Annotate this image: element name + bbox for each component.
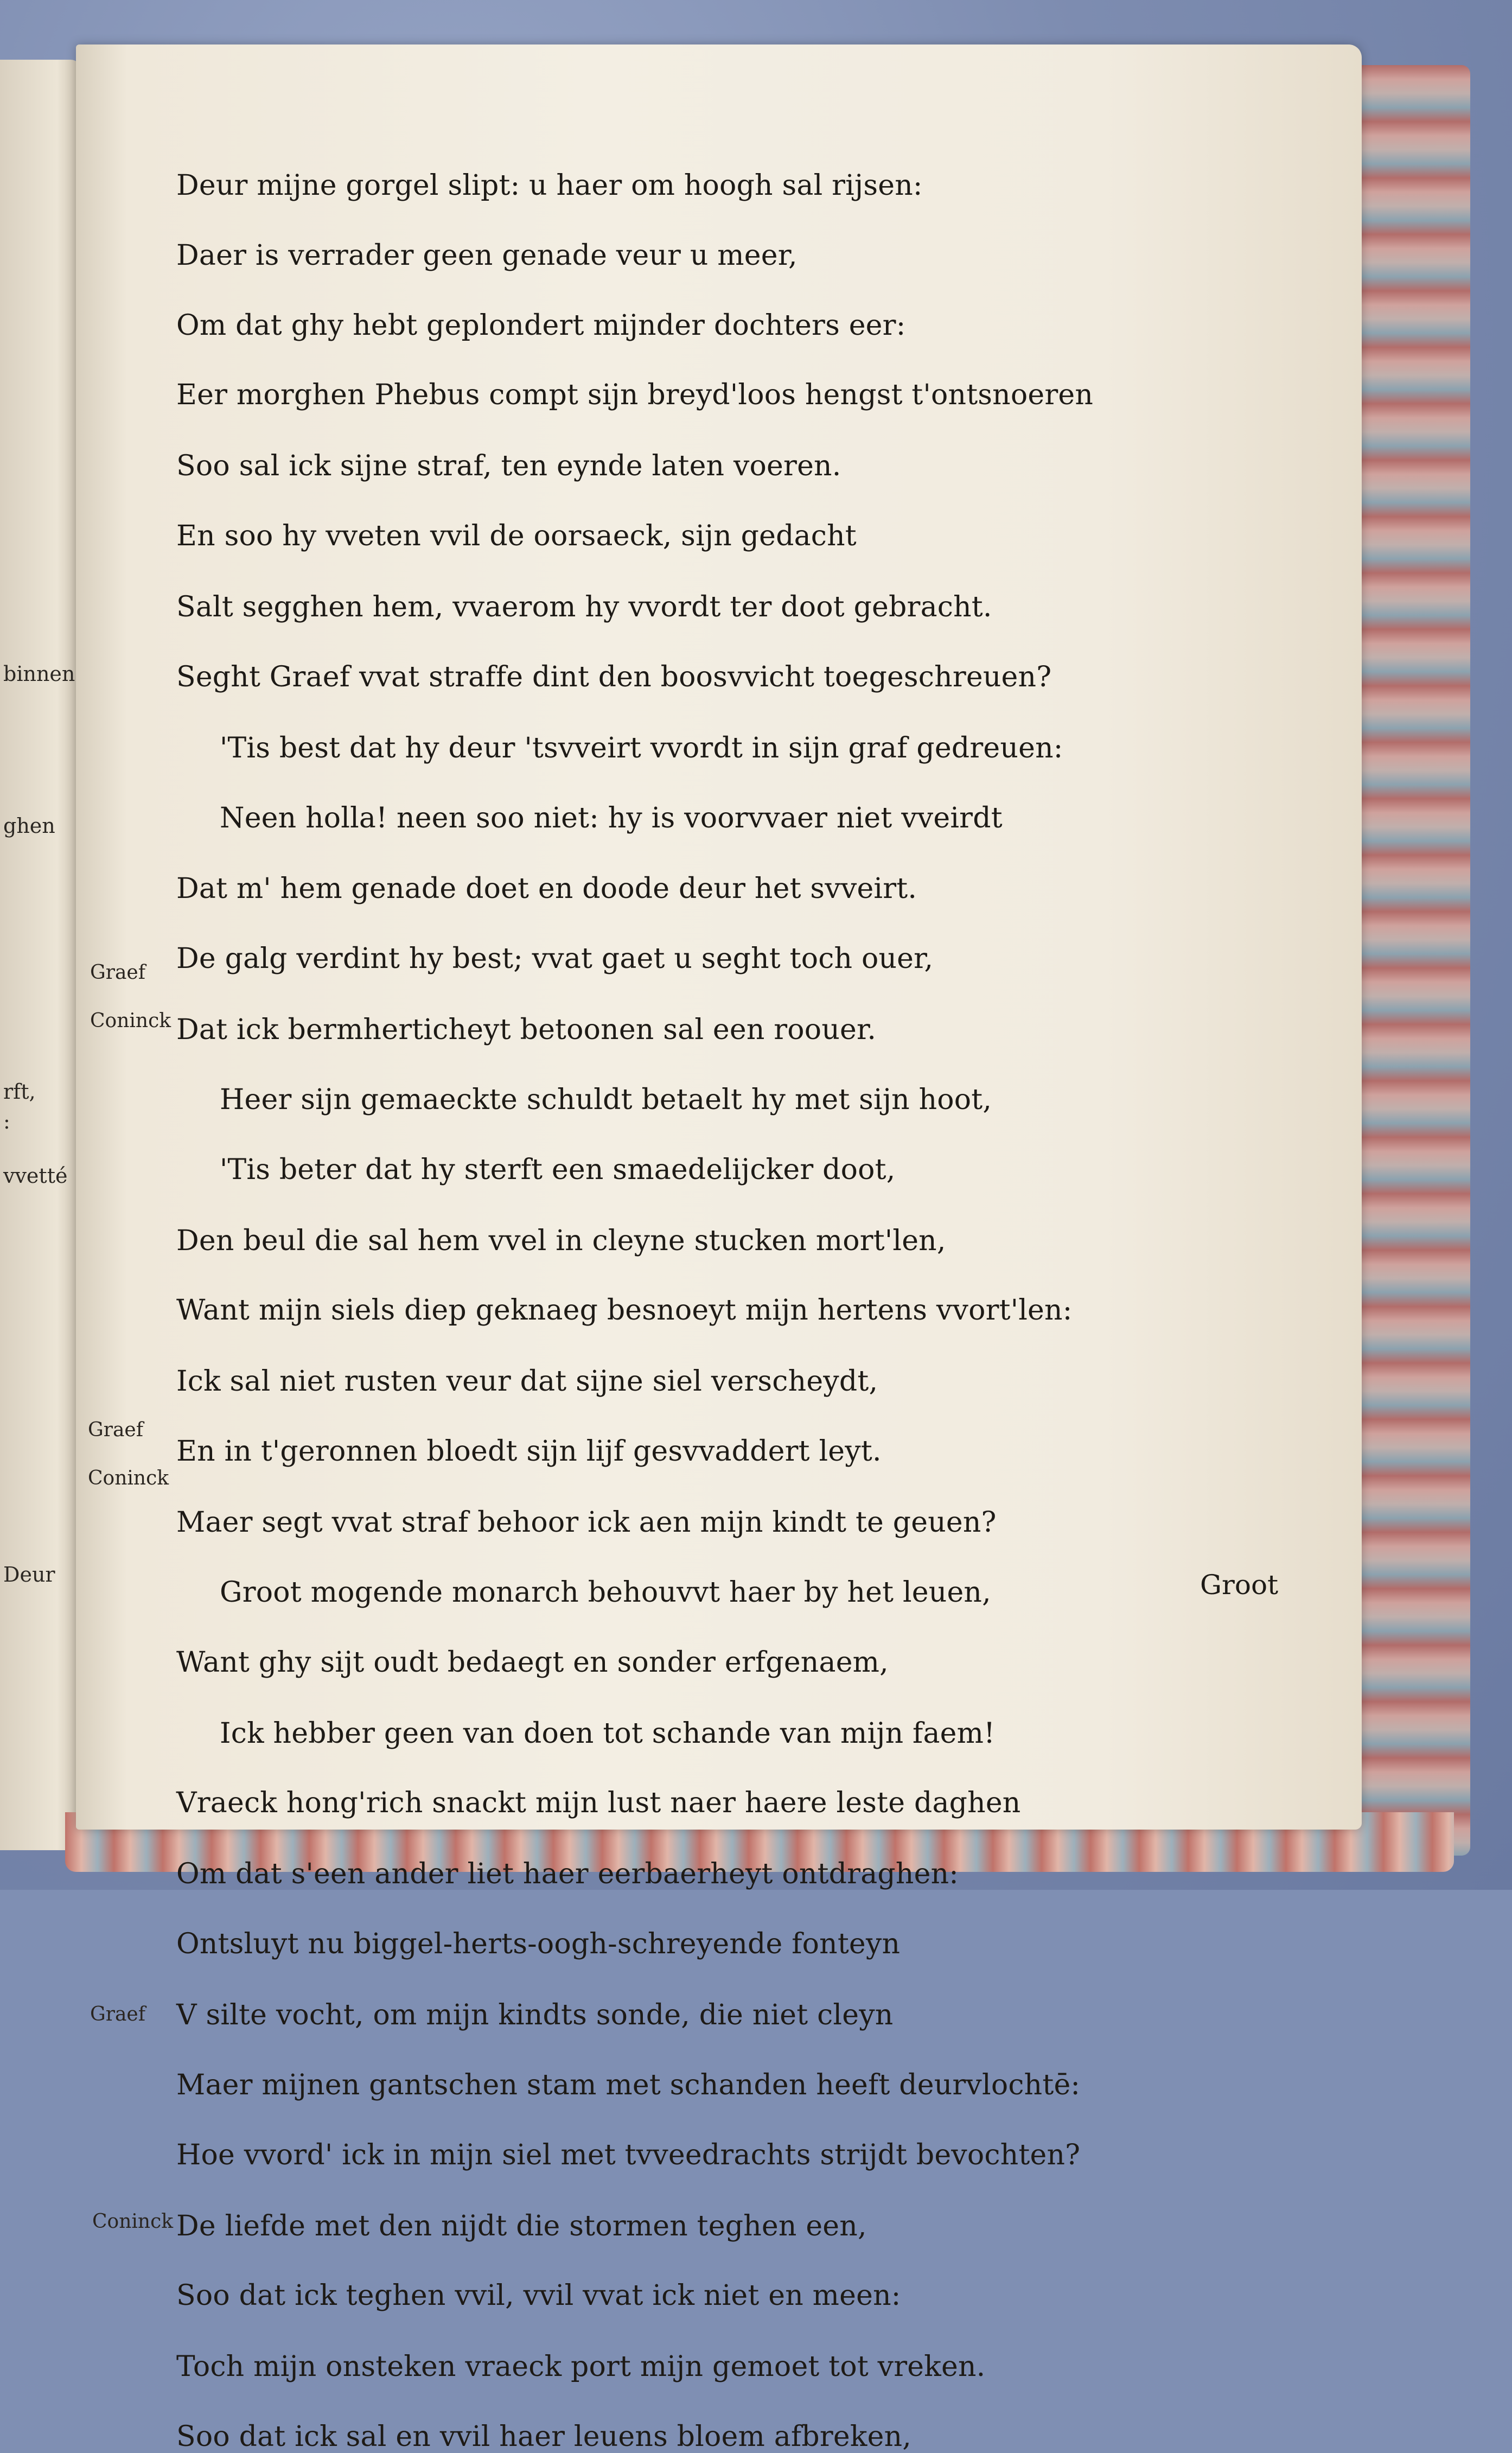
verse-line: Deur mijne gorgel slipt: u haer om hoogh sal rijsen: [176, 169, 923, 202]
verse-line: Eer morghen Phebus compt sijn breyd'loos hengst t'ontsnoeren [176, 379, 1094, 411]
verse-line: Want ghy sijt oudt bedaegt en sonder erfgenaem, [176, 1646, 889, 1679]
verse-line: Maer segt vvat straf behoor ick aen mijn kindt te geuen? [176, 1506, 997, 1539]
verse-line: Om dat s'een ander liet haer eerbaerheyt ontdraghen: [176, 1858, 959, 1890]
left-fragment: vvetté [3, 1164, 68, 1188]
verse-line: Heer sijn gemaeckte schuldt betaelt hy met sijn hoot, [220, 1084, 992, 1116]
verse-line: 'Tis best dat hy deur 'tsvveirt vvordt in sijn graf gedreuen: [220, 732, 1063, 764]
verse-line: Den beul die sal hem vvel in cleyne stucken mort'len, [176, 1225, 946, 1257]
verse-line: Seght Graef vvat straffe dint den boosvvicht toegeschreuen? [176, 661, 1052, 693]
verse-line: Maer mijnen gantschen stam met schanden heeft deurvlochtē: [176, 2069, 1081, 2101]
verse-line: En soo hy vveten vvil de oorsaeck, sijn gedacht [176, 520, 857, 552]
verse-line: Hoe vvord' ick in mijn siel met tvveedrachts strijdt bevochten? [176, 2139, 1081, 2171]
verse-line: Ontsluyt nu biggel-herts-oogh-schreyende fonteyn [176, 1928, 901, 1960]
verse-line: Salt segghen hem, vvaerom hy vvordt ter doot gebracht. [176, 591, 992, 623]
verse-line: 'Tis beter dat hy sterft een smaedelijcker doot, [220, 1154, 896, 1186]
verse-line: Ick hebber geen van doen tot schande van mijn faem! [220, 1717, 996, 1750]
speaker-label: Graef [90, 2003, 146, 2025]
verse-line: Want mijn siels diep geknaeg besnoeyt mijn hertens vvort'len: [176, 1294, 1073, 1327]
left-fragment: ghen [3, 814, 55, 838]
catchword: Groot [1200, 1569, 1279, 1601]
speaker-label: Graef [90, 961, 146, 984]
verse-line: V silte vocht, om mijn kindts sonde, die niet cleyn [176, 1999, 894, 2031]
verse-line: Soo dat ick teghen vvil, vvil vvat ick niet en meen: [176, 2279, 901, 2312]
verse-line: Soo sal ick sijne straf, ten eynde laten voeren. [176, 450, 841, 482]
verse-line: De liefde met den nijdt die stormen teghen een, [176, 2210, 867, 2242]
verse-line: Groot mogende monarch behouvvt haer by het leuen, [220, 1576, 991, 1609]
speaker-label: Coninck [88, 1467, 169, 1489]
verse-line: Neen holla! neen soo niet: hy is voorvvaer niet vveirdt [220, 802, 1003, 834]
speaker-label: Graef [88, 1419, 144, 1441]
verse-line: Dat m' hem genade doet en doode deur het svveirt. [176, 872, 917, 905]
verse-line: Daer is verrader geen genade veur u meer, [176, 239, 798, 272]
left-fragment: binnen [3, 662, 75, 686]
speaker-label: Coninck [92, 2210, 174, 2233]
left-fragment: : [3, 1110, 10, 1133]
verse-line: Soo dat ick sal en vvil haer leuens bloem afbreken, [176, 2420, 911, 2453]
left-fragment: rft, [3, 1080, 36, 1104]
speaker-label: Coninck [90, 1010, 171, 1032]
verse-line: De galg verdint hy best; vvat gaet u seght toch ouer, [176, 942, 934, 975]
left-page-edge [0, 60, 81, 1850]
verse-line: En in t'geronnen bloedt sijn lijf gesvvaddert leyt. [176, 1435, 882, 1468]
left-fragment: Deur [3, 1563, 55, 1587]
verse-line: Om dat ghy hebt geplondert mijnder dochters eer: [176, 309, 906, 342]
book-page [76, 44, 1362, 2453]
verse-line: Ick sal niet rusten veur dat sijne siel verscheydt, [176, 1365, 878, 1398]
verse-line: Toch mijn onsteken vraeck port mijn gemoet tot vreken. [176, 2350, 986, 2383]
verse-line: Vraeck hong'rich snackt mijn lust naer haere leste daghen [176, 1787, 1021, 1819]
verse-line: Dat ick bermherticheyt betoonen sal een roouer. [176, 1014, 877, 1046]
